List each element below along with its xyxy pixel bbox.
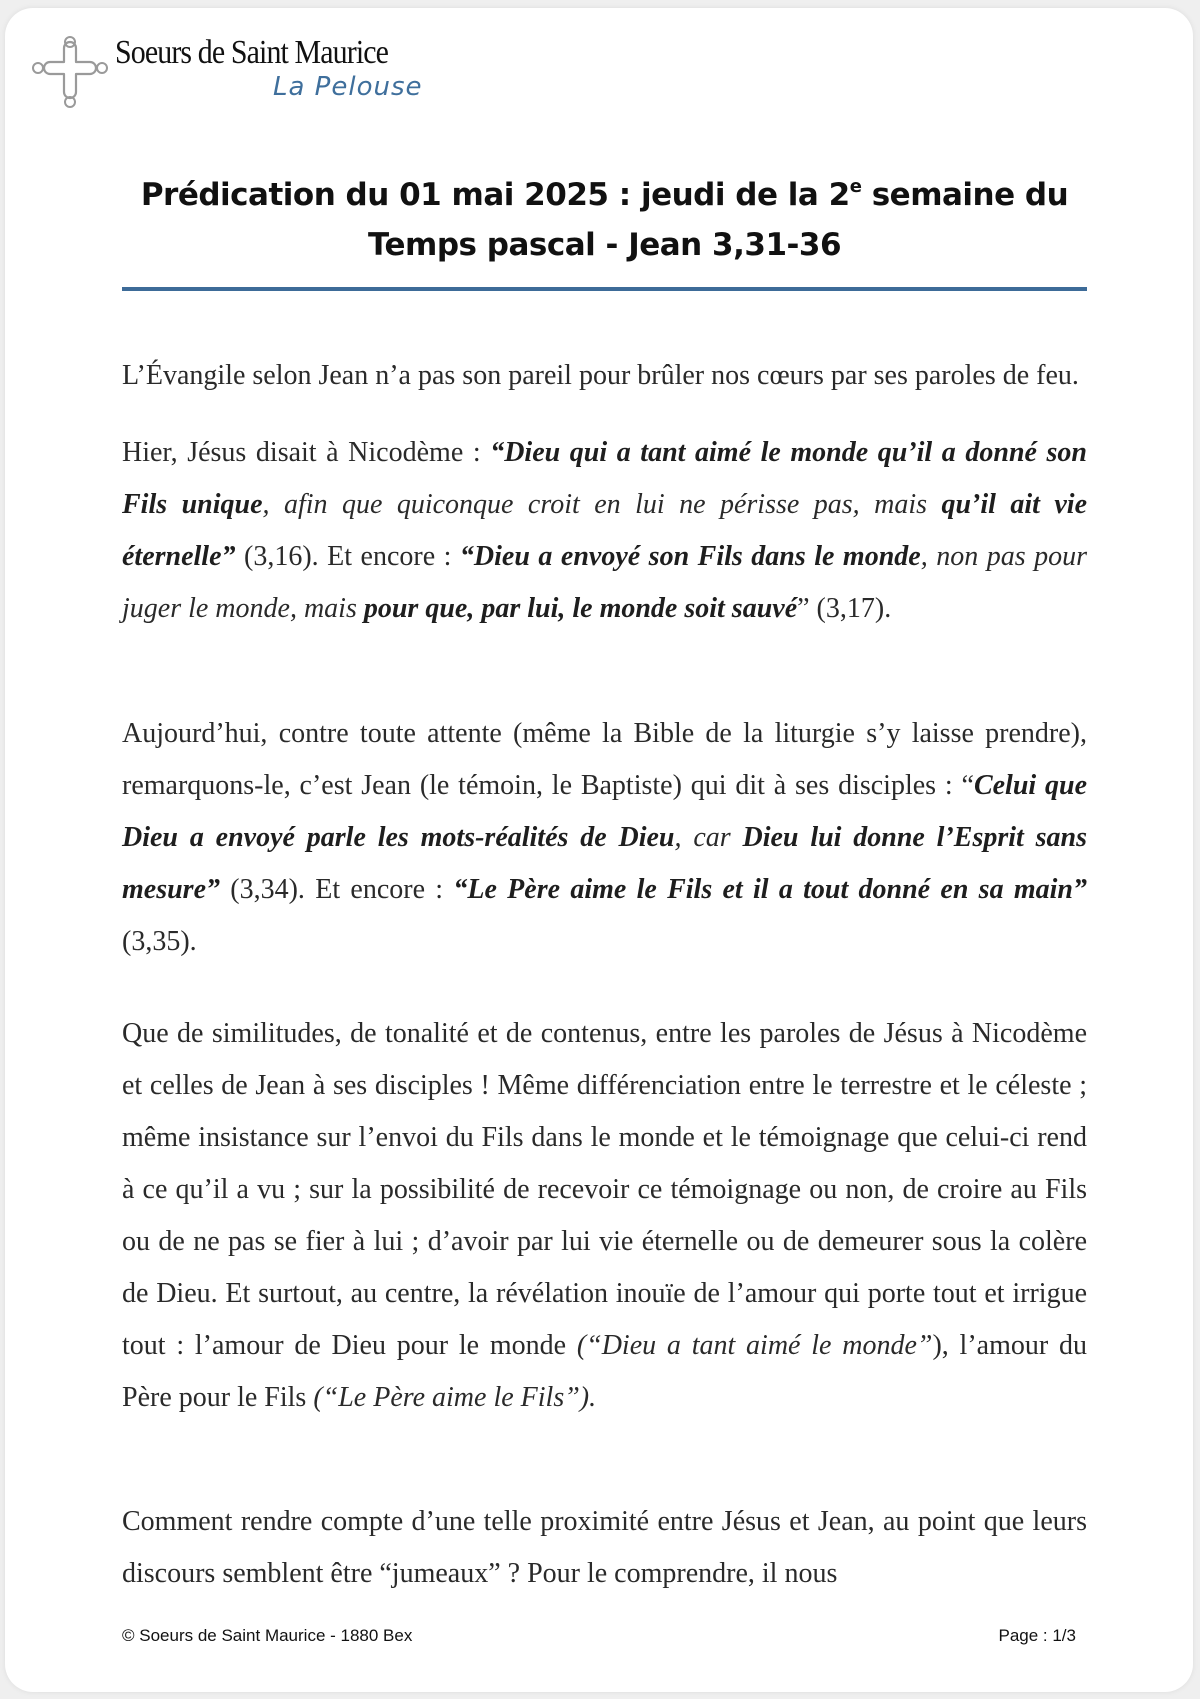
- quote-bold: qu’il ait vie éternelle”: [122, 489, 1087, 572]
- logo-name: Soeurs de Saint Maurice: [115, 34, 389, 71]
- quote-bold: “Dieu qui a tant aimé le monde qu’il a donné son Fils unique: [122, 437, 1088, 520]
- text-run: (3,34). Et encore :: [220, 874, 454, 905]
- text-run: ), l’amour du Père pour le Fils: [122, 1330, 1087, 1413]
- quote-italic: , non pas pour juger le monde, mais: [122, 541, 1087, 624]
- quote-bold: Dieu lui donne l’Esprit sans mesure”: [122, 822, 1088, 905]
- paragraph-nicodeme: [122, 427, 1087, 635]
- logo-subtitle: La Pelouse: [273, 72, 423, 102]
- quote-italic: (“Le Père aime le Fils”).: [313, 1382, 597, 1413]
- title-line1-part1: Prédication du 01 mai 2025 : jeudi de la 2: [140, 177, 850, 213]
- text-run: ” (3,17).: [797, 593, 892, 624]
- paragraph-similitudes: [122, 1008, 1087, 1424]
- quote-italic: , car: [674, 822, 743, 853]
- document-page: [5, 8, 1193, 1692]
- footer-copyright: © Soeurs de Saint Maurice - 1880 Bex: [122, 1626, 413, 1645]
- quote-italic: , afin que quiconque croit en lui ne périsse pas, mais: [262, 489, 942, 520]
- title-divider: [122, 287, 1087, 291]
- paragraph-intro: L’Évangile selon Jean n’a pas son pareil pour brûler nos cœurs par ses paroles de feu.: [122, 360, 1079, 391]
- logo: [30, 28, 450, 108]
- paragraph-jean-baptiste: [122, 708, 1087, 968]
- footer-page-number: Page : 1/3: [998, 1626, 1076, 1645]
- title-superscript: e: [849, 176, 862, 197]
- cross-bottony-icon: [30, 32, 110, 112]
- quote-bold: “Dieu a envoyé son Fils dans le monde: [459, 541, 921, 572]
- quote-bold: pour que, par lui, le monde soit sauvé: [363, 593, 798, 624]
- paragraph-proximite: Comment rendre compte d’une telle proximité entre Jésus et Jean, au point que leurs discours semblent être “jumeaux” ? Pour le comprendre, il nous: [122, 1506, 1087, 1589]
- text-run: (3,35).: [122, 926, 197, 957]
- text-run: Aujourd’hui, contre toute attente (même la Bible de la liturgie s’y laisse prendre), remarquons-le, c’est Jean (le témoin, le Baptiste) qui dit à ses disciples : “: [122, 718, 1087, 801]
- page-title: [122, 170, 1087, 270]
- title-line1-part2: semaine du: [861, 177, 1069, 213]
- quote-bold: “Le Père aime le Fils et il a tout donné en sa main”: [453, 874, 1087, 905]
- text-run: Hier, Jésus disait à Nicodème :: [122, 437, 491, 468]
- title-line2: Temps pascal - Jean 3,31-36: [367, 227, 842, 263]
- text-run: Que de similitudes, de tonalité et de contenus, entre les paroles de Jésus à Nicodème et celles de Jean à ses disciples ! Même différenciation entre le terrestre et le céleste ; même insistance sur l’envoi du Fils dans le monde et le témoignage que celui-ci rend à ce qu’il a vu ; sur la possibilité de recevoir ce témoignage ou non, de croire au Fils ou de ne pas se fier à lui ; d’avoir par lui vie éternelle ou de demeurer sous la colère de Dieu. Et surtout, au centre, la révélation inouïe de l’amour qui porte tout et irrigue tout : l’amour de Dieu pour le monde: [122, 1018, 1087, 1361]
- text-run: (3,16). Et encore :: [235, 541, 460, 572]
- quote-italic: (“Dieu a tant aimé le monde”: [576, 1330, 933, 1361]
- quote-bold: Celui que Dieu a envoyé parle les mots-réalités de Dieu: [122, 770, 1088, 853]
